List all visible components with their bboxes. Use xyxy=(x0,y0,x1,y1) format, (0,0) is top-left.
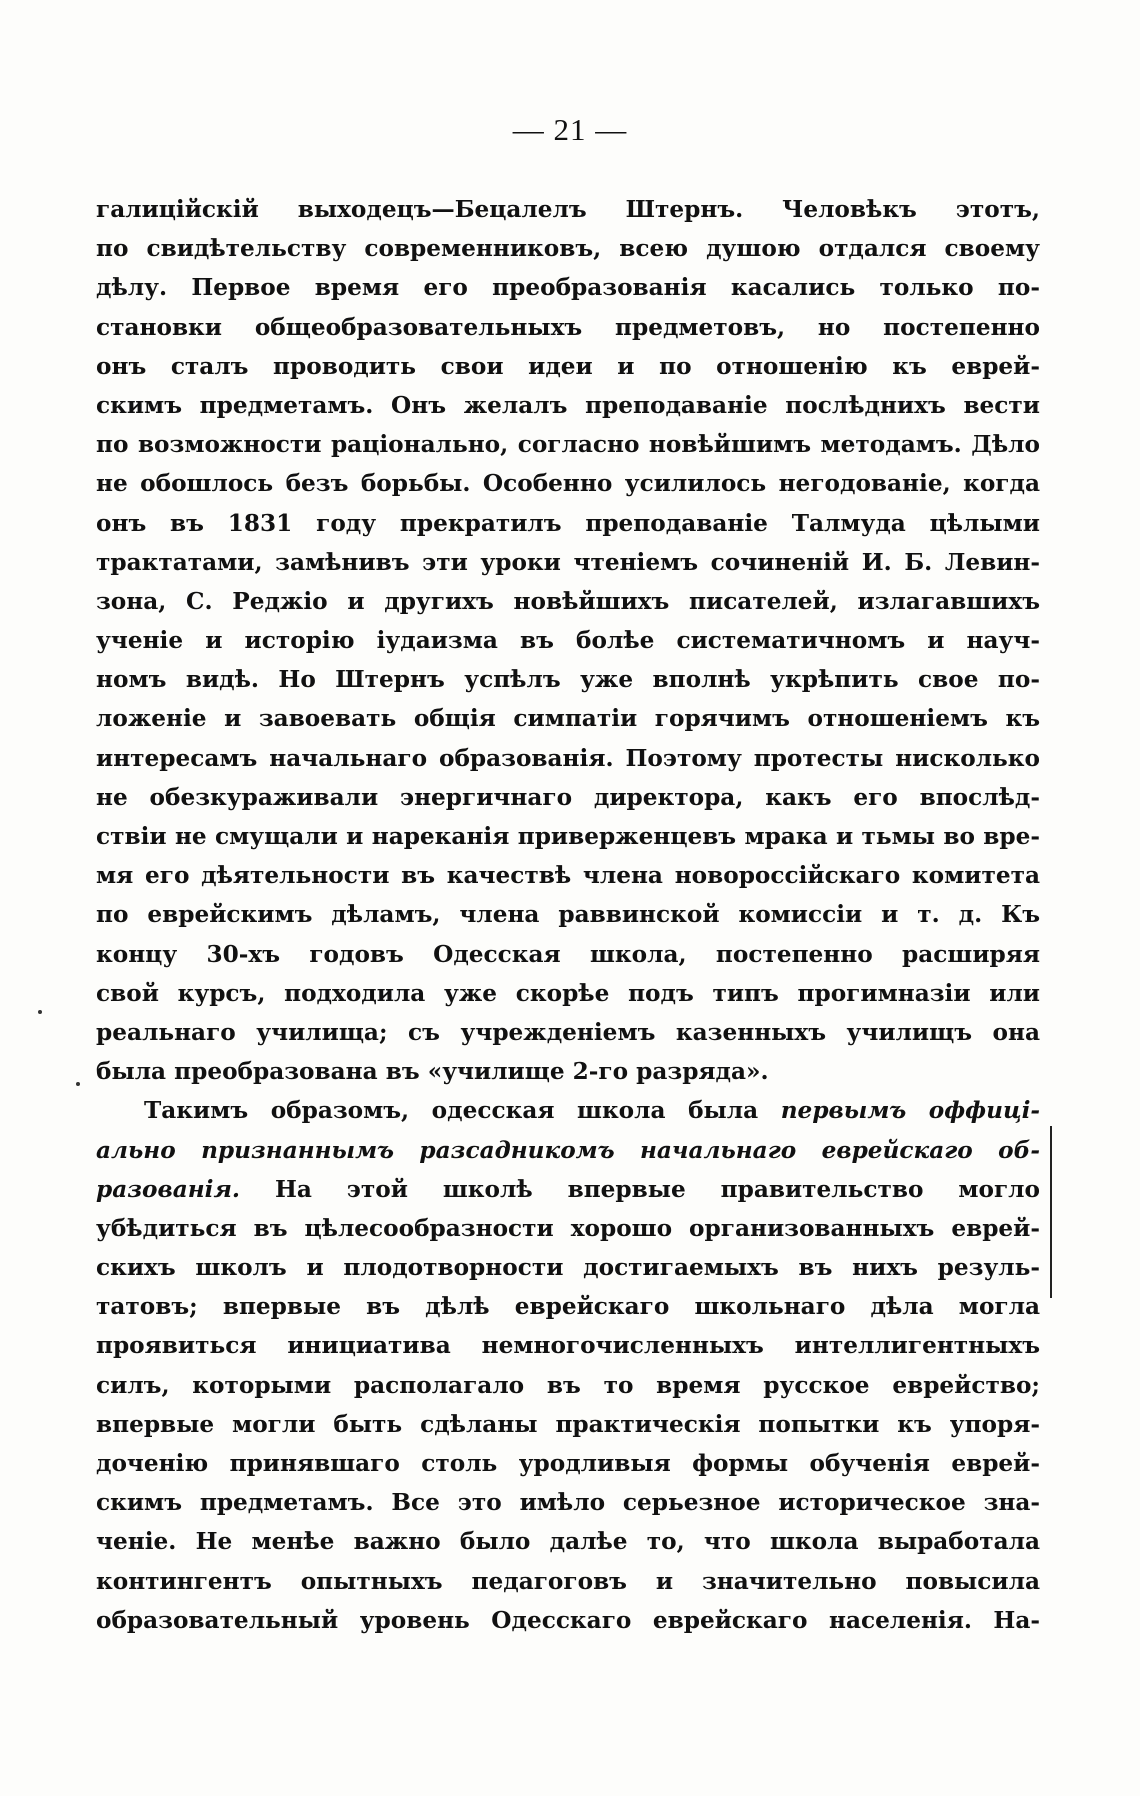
text-line: онъ въ 1831 году прекратилъ преподаванiе Талмуда цѣлыми xyxy=(96,509,1040,537)
text-line: онъ сталъ проводить свои идеи и по отношенiю къ еврей- xyxy=(96,352,1040,380)
text-line: ченiе. Не менѣе важно было далѣе то, что школа выработала xyxy=(96,1528,1040,1556)
text-line: была преобразована въ «училище 2-го разряда». xyxy=(96,1058,769,1086)
paragraph-1 xyxy=(96,190,1040,1091)
text-line: ученiе и исторiю iудаизма въ болѣе систематичномъ и науч- xyxy=(96,627,1040,655)
text-line: реальнаго училища; съ учрежденiемъ казенныхъ училищъ она xyxy=(96,1018,1040,1046)
paragraph-2-rest xyxy=(96,1209,1040,1640)
text-line: ложенiе и завоевать общiя симпатiи горячимъ отношенiемъ къ xyxy=(96,705,1040,733)
text-line: скихъ школъ и плодотворности достигаемыхъ въ нихъ резуль- xyxy=(96,1254,1040,1282)
text-line: мя его дѣятельности въ качествѣ члена новороссiйскаго комитета xyxy=(96,862,1040,890)
text-line: не обошлось безъ борьбы. Особенно усилилось негодованiе, когда xyxy=(96,470,1040,498)
text-line: свой курсъ, подходила уже скорѣе подъ типъ прогимназiи или xyxy=(96,979,1040,1007)
paragraph-2-line-1 xyxy=(96,1091,1040,1130)
page-number: — 21 — xyxy=(512,112,628,147)
text-line: не обезкураживали энергичнаго директора, какъ его впослѣд- xyxy=(96,783,1040,811)
paragraph-2-line-2: ально признаннымъ разсадникомъ начальнаго еврейскаго об- xyxy=(96,1136,1040,1164)
text-line: трактатами, замѣнивъ эти уроки чтенiемъ сочиненiй И. Б. Левин- xyxy=(96,548,1040,576)
text-line: номъ видѣ. Но Штернъ успѣлъ уже вполнѣ укрѣпить свое по- xyxy=(96,666,1040,694)
text-line: скимъ предметамъ. Все это имѣло серьезное историческое зна- xyxy=(96,1489,1040,1517)
text-line: контингентъ опытныхъ педагоговъ и значительно повысила xyxy=(96,1567,1040,1595)
speck-mark xyxy=(38,1010,42,1014)
text-line: интересамъ начальнаго образованiя. Поэтому протесты нисколько xyxy=(96,744,1040,772)
text-line: дѣлу. Первое время его преобразованiя касались только по- xyxy=(96,274,1040,302)
paragraph-2-line-3-text: На этой школѣ впервые правительство могло xyxy=(274,1175,1041,1203)
paragraph-2 xyxy=(96,1091,1040,1640)
text-line: ствiи не смущали и нареканiя приверженцевъ мрака и тьмы во вре- xyxy=(96,823,1040,850)
emphasis-text: первымъ оффицi- xyxy=(780,1097,1040,1125)
paragraph-2-line-3 xyxy=(96,1170,1040,1209)
text-line: силъ, которыми располагало въ то время русское еврейство; xyxy=(96,1371,1040,1399)
text-line: убѣдиться въ цѣлесообразности хорошо организованныхъ еврей- xyxy=(96,1214,1040,1242)
text-line: по еврейскимъ дѣламъ, члена раввинской комиссiи и т. д. Къ xyxy=(96,901,1040,929)
text-line: зона, С. Реджiо и другихъ новѣйшихъ писателей, излагавшихъ xyxy=(96,587,1040,615)
text-line: доченiю принявшаго столь уродливыя формы обученiя еврей- xyxy=(96,1450,1040,1477)
text-line: скимъ предметамъ. Онъ желалъ преподаванiе послѣднихъ вести xyxy=(96,391,1040,419)
text-line: концу 30-хъ годовъ Одесская школа, постепенно расширяя xyxy=(96,940,1040,968)
text-line: татовъ; впервые въ дѣлѣ еврейскаго школьнаго дѣла могла xyxy=(96,1293,1040,1321)
text-line: по свидѣтельству современниковъ, всею душою отдался своему xyxy=(96,235,1040,263)
paragraph-2-line-1-text: Такимъ образомъ, одесская школа была xyxy=(144,1097,759,1125)
speck-mark xyxy=(76,1082,80,1086)
text-line: впервые могли быть сдѣланы практическiя попытки къ упоря- xyxy=(96,1410,1040,1438)
body-text xyxy=(96,190,1040,1640)
emphasis-text: разованiя. xyxy=(96,1175,240,1203)
text-line: галицiйскiй выходецъ—Бецалелъ Штернъ. Человѣкъ этотъ, xyxy=(96,196,1040,223)
margin-bracket-mark xyxy=(1050,1126,1052,1298)
text-line: образовательный уровень Одесскаго еврейскаго населенiя. На- xyxy=(96,1606,1040,1634)
text-line: становки общеобразовательныхъ предметовъ, но постепенно xyxy=(96,313,1040,341)
text-line: по возможности рацiонально, согласно новѣйшимъ методамъ. Дѣло xyxy=(96,431,1040,459)
text-line: проявиться инициатива немногочисленныхъ интеллигентныхъ xyxy=(96,1332,1040,1360)
